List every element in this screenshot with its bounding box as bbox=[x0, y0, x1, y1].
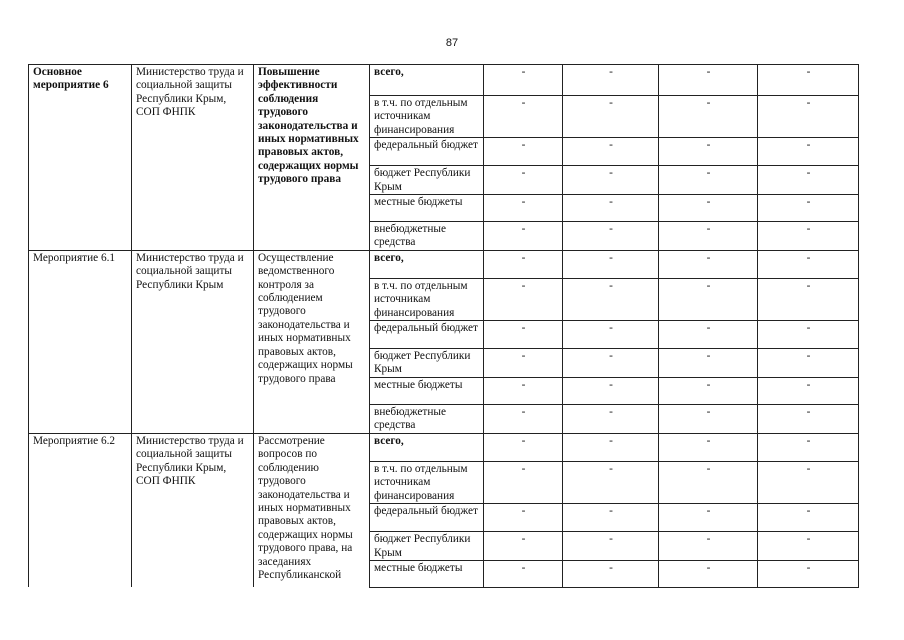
value-cell: - bbox=[758, 321, 859, 349]
value-cell: - bbox=[758, 138, 859, 166]
activity-description: Осуществление ведомственного контроля за соблюдением трудового законодательства и иных нормативных правовых актов, содержащих нормы трудового права bbox=[254, 250, 370, 433]
funding-source: местные бюджеты bbox=[370, 560, 484, 587]
value-cell: - bbox=[563, 404, 659, 433]
value-cell: - bbox=[563, 195, 659, 222]
value-cell: - bbox=[484, 138, 563, 166]
value-cell: - bbox=[484, 65, 563, 96]
value-cell: - bbox=[563, 349, 659, 378]
value-cell: - bbox=[563, 65, 659, 96]
value-cell: - bbox=[563, 377, 659, 404]
value-cell: - bbox=[563, 560, 659, 587]
funding-source: федеральный бюджет bbox=[370, 138, 484, 166]
value-cell: - bbox=[659, 321, 758, 349]
funding-source: внебюджетные средства bbox=[370, 404, 484, 433]
value-cell: - bbox=[563, 433, 659, 461]
value-cell: - bbox=[484, 321, 563, 349]
value-cell: - bbox=[659, 349, 758, 378]
activity-description: Рассмотрение вопросов по соблюдению трудового законодательства и иных нормативных правовых актов, содержащих нормы трудового права, на заседаниях Республиканской bbox=[254, 433, 370, 587]
value-cell: - bbox=[659, 96, 758, 138]
value-cell: - bbox=[484, 377, 563, 404]
value-cell: - bbox=[758, 222, 859, 251]
funding-source: федеральный бюджет bbox=[370, 321, 484, 349]
value-cell: - bbox=[659, 433, 758, 461]
activity-executor: Министерство труда и социальной защиты Республики Крым, СОП ФНПК bbox=[132, 433, 254, 587]
value-cell: - bbox=[484, 433, 563, 461]
value-cell: - bbox=[659, 166, 758, 195]
value-cell: - bbox=[563, 138, 659, 166]
value-cell: - bbox=[758, 65, 859, 96]
value-cell: - bbox=[659, 250, 758, 278]
table-row bbox=[29, 250, 859, 278]
activity-name: Мероприятие 6.1 bbox=[29, 250, 132, 433]
value-cell: - bbox=[563, 166, 659, 195]
funding-source: в т.ч. по отдельным источникам финансирования bbox=[370, 461, 484, 503]
activity-executor: Министерство труда и социальной защиты Республики Крым, СОП ФНПК bbox=[132, 65, 254, 251]
value-cell: - bbox=[563, 504, 659, 532]
value-cell: - bbox=[758, 278, 859, 320]
value-cell: - bbox=[758, 504, 859, 532]
page-number: 87 bbox=[445, 37, 459, 49]
value-cell: - bbox=[563, 461, 659, 503]
value-cell: - bbox=[484, 560, 563, 587]
value-cell: - bbox=[758, 349, 859, 378]
funding-source: бюджет Республики Крым bbox=[370, 166, 484, 195]
value-cell: - bbox=[563, 250, 659, 278]
funding-source: местные бюджеты bbox=[370, 377, 484, 404]
value-cell: - bbox=[659, 504, 758, 532]
value-cell: - bbox=[758, 377, 859, 404]
value-cell: - bbox=[758, 195, 859, 222]
budget-table bbox=[28, 64, 859, 588]
value-cell: - bbox=[563, 222, 659, 251]
value-cell: - bbox=[484, 349, 563, 378]
value-cell: - bbox=[484, 96, 563, 138]
funding-source: внебюджетные средства bbox=[370, 222, 484, 251]
value-cell: - bbox=[659, 461, 758, 503]
value-cell: - bbox=[758, 404, 859, 433]
value-cell: - bbox=[484, 404, 563, 433]
funding-source: в т.ч. по отдельным источникам финансирования bbox=[370, 278, 484, 320]
value-cell: - bbox=[484, 250, 563, 278]
table-row bbox=[29, 433, 859, 461]
value-cell: - bbox=[484, 278, 563, 320]
activity-name: Основное мероприятие 6 bbox=[29, 65, 132, 251]
value-cell: - bbox=[758, 461, 859, 503]
value-cell: - bbox=[563, 278, 659, 320]
activity-name: Мероприятие 6.2 bbox=[29, 433, 132, 587]
funding-source: федеральный бюджет bbox=[370, 504, 484, 532]
activity-description: Повышение эффективности соблюдения трудового законодательства и иных нормативных правовых актов, содержащих нормы трудового права bbox=[254, 65, 370, 251]
value-cell: - bbox=[758, 560, 859, 587]
funding-source: всего, bbox=[370, 250, 484, 278]
value-cell: - bbox=[659, 560, 758, 587]
value-cell: - bbox=[758, 250, 859, 278]
funding-source: местные бюджеты bbox=[370, 195, 484, 222]
value-cell: - bbox=[758, 166, 859, 195]
activity-executor: Министерство труда и социальной защиты Республики Крым bbox=[132, 250, 254, 433]
value-cell: - bbox=[659, 65, 758, 96]
value-cell: - bbox=[484, 532, 563, 561]
value-cell: - bbox=[484, 222, 563, 251]
value-cell: - bbox=[659, 532, 758, 561]
value-cell: - bbox=[659, 222, 758, 251]
value-cell: - bbox=[758, 96, 859, 138]
value-cell: - bbox=[484, 504, 563, 532]
value-cell: - bbox=[484, 166, 563, 195]
funding-source: всего, bbox=[370, 65, 484, 96]
value-cell: - bbox=[659, 404, 758, 433]
value-cell: - bbox=[563, 321, 659, 349]
value-cell: - bbox=[758, 532, 859, 561]
value-cell: - bbox=[659, 138, 758, 166]
funding-source: бюджет Республики Крым bbox=[370, 349, 484, 378]
funding-source: всего, bbox=[370, 433, 484, 461]
value-cell: - bbox=[563, 96, 659, 138]
funding-source: бюджет Республики Крым bbox=[370, 532, 484, 561]
funding-source: в т.ч. по отдельным источникам финансирования bbox=[370, 96, 484, 138]
value-cell: - bbox=[758, 433, 859, 461]
value-cell: - bbox=[563, 532, 659, 561]
table-row bbox=[29, 65, 859, 96]
value-cell: - bbox=[484, 461, 563, 503]
value-cell: - bbox=[484, 195, 563, 222]
value-cell: - bbox=[659, 195, 758, 222]
value-cell: - bbox=[659, 278, 758, 320]
value-cell: - bbox=[659, 377, 758, 404]
